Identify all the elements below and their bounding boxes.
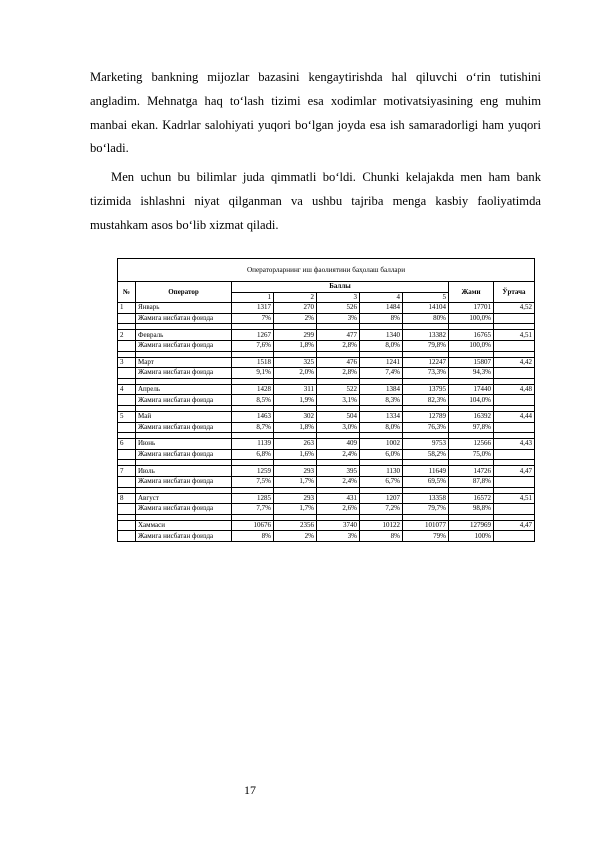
value-cell: 1267 — [232, 330, 274, 341]
value-cell: 1484 — [360, 303, 403, 314]
value-cell: 431 — [317, 493, 360, 504]
percent-cell: 1,8% — [274, 340, 317, 351]
value-cell: 17440 — [449, 384, 494, 395]
share-label: Жамига нисбатан фоизда — [136, 449, 232, 460]
value-cell: 12247 — [403, 357, 449, 368]
percent-cell: 3% — [317, 313, 360, 324]
value-cell: 1428 — [232, 384, 274, 395]
percent-cell: 2,6% — [317, 504, 360, 515]
empty-cell — [118, 449, 136, 460]
empty-cell — [118, 422, 136, 433]
percent-cell: 100,0% — [449, 313, 494, 324]
value-cell: 263 — [274, 439, 317, 450]
share-label: Жамига нисбатан фоизда — [136, 531, 232, 542]
operator-name: Май — [136, 411, 232, 422]
value-cell: 2356 — [274, 520, 317, 531]
percent-cell: 1,7% — [274, 476, 317, 487]
header-scores: Баллы — [232, 282, 449, 293]
value-cell: 302 — [274, 411, 317, 422]
share-label: Жамига нисбатан фоизда — [136, 395, 232, 406]
score-col-header: 4 — [360, 292, 403, 303]
empty-cell — [494, 476, 535, 487]
table-row — [118, 466, 535, 477]
value-cell: 17701 — [449, 303, 494, 314]
value-cell: 270 — [274, 303, 317, 314]
value-cell: 13358 — [403, 493, 449, 504]
table-row — [118, 520, 535, 531]
value-cell: 13795 — [403, 384, 449, 395]
value-cell: 14726 — [449, 466, 494, 477]
value-cell: 16572 — [449, 493, 494, 504]
percent-cell: 100% — [449, 531, 494, 542]
share-label: Жамига нисбатан фоизда — [136, 422, 232, 433]
operator-name: Февраль — [136, 330, 232, 341]
empty-cell — [494, 504, 535, 515]
percent-cell: 87,8% — [449, 476, 494, 487]
value-cell: 1139 — [232, 439, 274, 450]
value-cell: 101077 — [403, 520, 449, 531]
empty-cell — [494, 531, 535, 542]
empty-cell — [494, 395, 535, 406]
table-row-percent — [118, 313, 535, 324]
header-operator: Оператор — [136, 282, 232, 303]
row-number: 8 — [118, 493, 136, 504]
percent-cell: 9,1% — [232, 368, 274, 379]
table-title: Операторларнинг иш фаолиятини баҳолаш баллари — [118, 259, 535, 282]
table-row-percent — [118, 449, 535, 460]
operator-name: Апрель — [136, 384, 232, 395]
table-row — [118, 411, 535, 422]
table-row-percent — [118, 422, 535, 433]
operator-name: Июль — [136, 466, 232, 477]
value-cell: 12789 — [403, 411, 449, 422]
percent-cell: 2,8% — [317, 340, 360, 351]
percent-cell: 75,0% — [449, 449, 494, 460]
percent-cell: 76,3% — [403, 422, 449, 433]
value-cell: 4,42 — [494, 357, 535, 368]
table-row-percent — [118, 476, 535, 487]
percent-cell: 7% — [232, 313, 274, 324]
value-cell: 4,44 — [494, 411, 535, 422]
percent-cell: 2% — [274, 531, 317, 542]
empty-cell — [494, 449, 535, 460]
percent-cell: 98,8% — [449, 504, 494, 515]
empty-cell — [118, 504, 136, 515]
empty-cell — [118, 395, 136, 406]
empty-cell — [118, 340, 136, 351]
percent-cell: 79,8% — [403, 340, 449, 351]
percent-cell: 79,7% — [403, 504, 449, 515]
value-cell: 299 — [274, 330, 317, 341]
empty-cell — [494, 313, 535, 324]
value-cell: 4,47 — [494, 466, 535, 477]
header-average: Ўртача — [494, 282, 535, 303]
score-col-header: 1 — [232, 292, 274, 303]
value-cell: 4,52 — [494, 303, 535, 314]
row-number: 3 — [118, 357, 136, 368]
paragraph-1: Marketing bankning mijozlar bazasini kengaytirishda hal qiluvchi o‘rin tutishini angladim. Mehnatga haq to‘lash tizimi esa xodimlar motivatsiyasining eng muhim manbai ekan. Kadrlar salohiyati yuqori bo‘lgan joyda esa ish samaradorligi ham yuqori bo‘ladi. — [90, 70, 541, 156]
percent-cell: 1,7% — [274, 504, 317, 515]
value-cell: 1002 — [360, 439, 403, 450]
table-row-percent — [118, 368, 535, 379]
percent-cell: 6,8% — [232, 449, 274, 460]
percent-cell: 2,4% — [317, 476, 360, 487]
percent-cell: 69,5% — [403, 476, 449, 487]
percent-cell: 7,2% — [360, 504, 403, 515]
percent-cell: 1,8% — [274, 422, 317, 433]
value-cell: 4,51 — [494, 493, 535, 504]
percent-cell: 7,4% — [360, 368, 403, 379]
table-row — [118, 303, 535, 314]
value-cell: 1334 — [360, 411, 403, 422]
value-cell: 16765 — [449, 330, 494, 341]
percent-cell: 7,7% — [232, 504, 274, 515]
row-number: 1 — [118, 303, 136, 314]
value-cell: 1317 — [232, 303, 274, 314]
value-cell: 4,48 — [494, 384, 535, 395]
value-cell: 12566 — [449, 439, 494, 450]
score-col-header: 5 — [403, 292, 449, 303]
value-cell: 4,43 — [494, 439, 535, 450]
operator-scores-table — [117, 258, 534, 542]
value-cell: 293 — [274, 466, 317, 477]
percent-cell: 73,3% — [403, 368, 449, 379]
share-label: Жамига нисбатан фоизда — [136, 476, 232, 487]
row-number: 5 — [118, 411, 136, 422]
percent-cell: 2% — [274, 313, 317, 324]
row-number — [118, 520, 136, 531]
table-row-percent — [118, 531, 535, 542]
value-cell: 1384 — [360, 384, 403, 395]
percent-cell: 82,3% — [403, 395, 449, 406]
table-row — [118, 357, 535, 368]
row-number: 2 — [118, 330, 136, 341]
operator-name: Январь — [136, 303, 232, 314]
value-cell: 1241 — [360, 357, 403, 368]
value-cell: 395 — [317, 466, 360, 477]
percent-cell: 3,0% — [317, 422, 360, 433]
score-col-header: 3 — [317, 292, 360, 303]
value-cell: 1463 — [232, 411, 274, 422]
percent-cell: 58,2% — [403, 449, 449, 460]
share-label: Жамига нисбатан фоизда — [136, 368, 232, 379]
operator-name: Август — [136, 493, 232, 504]
operator-name: Июнь — [136, 439, 232, 450]
operator-name: Хаммаси — [136, 520, 232, 531]
empty-cell — [118, 531, 136, 542]
percent-cell: 79% — [403, 531, 449, 542]
value-cell: 127969 — [449, 520, 494, 531]
paragraph-2: Men uchun bu bilimlar juda qimmatli bo‘ldi. Chunki kelajakda men ham bank tizimida ishlashni niyat qilganman va ushbu tajriba menga kasbiy faoliyatimda mustahkam asos bo‘lib xizmat qiladi. — [90, 170, 541, 232]
percent-cell: 7,5% — [232, 476, 274, 487]
percent-cell: 8,3% — [360, 395, 403, 406]
percent-cell: 6,7% — [360, 476, 403, 487]
operator-name: Март — [136, 357, 232, 368]
table-row-percent — [118, 340, 535, 351]
value-cell: 409 — [317, 439, 360, 450]
row-number: 7 — [118, 466, 136, 477]
table-row-percent — [118, 395, 535, 406]
table-row — [118, 384, 535, 395]
header-total: Жами — [449, 282, 494, 303]
value-cell: 11649 — [403, 466, 449, 477]
value-cell: 10676 — [232, 520, 274, 531]
percent-cell: 2,0% — [274, 368, 317, 379]
value-cell: 4,51 — [494, 330, 535, 341]
value-cell: 10122 — [360, 520, 403, 531]
value-cell: 13382 — [403, 330, 449, 341]
value-cell: 9753 — [403, 439, 449, 450]
value-cell: 15807 — [449, 357, 494, 368]
percent-cell: 8,7% — [232, 422, 274, 433]
empty-cell — [118, 476, 136, 487]
value-cell: 1285 — [232, 493, 274, 504]
percent-cell: 3% — [317, 531, 360, 542]
percent-cell: 8% — [360, 531, 403, 542]
percent-cell: 2,4% — [317, 449, 360, 460]
percent-cell: 3,1% — [317, 395, 360, 406]
value-cell: 526 — [317, 303, 360, 314]
percent-cell: 1,6% — [274, 449, 317, 460]
value-cell: 293 — [274, 493, 317, 504]
percent-cell: 94,3% — [449, 368, 494, 379]
percent-cell: 80% — [403, 313, 449, 324]
value-cell: 14104 — [403, 303, 449, 314]
value-cell: 1259 — [232, 466, 274, 477]
value-cell: 477 — [317, 330, 360, 341]
percent-cell: 8% — [360, 313, 403, 324]
score-col-header: 2 — [274, 292, 317, 303]
percent-cell: 7,6% — [232, 340, 274, 351]
value-cell: 311 — [274, 384, 317, 395]
table-row — [118, 330, 535, 341]
value-cell: 16392 — [449, 411, 494, 422]
percent-cell: 2,8% — [317, 368, 360, 379]
value-cell: 1207 — [360, 493, 403, 504]
row-number: 4 — [118, 384, 136, 395]
value-cell: 522 — [317, 384, 360, 395]
value-cell: 1340 — [360, 330, 403, 341]
percent-cell: 8,0% — [360, 422, 403, 433]
value-cell: 3740 — [317, 520, 360, 531]
percent-cell: 8,0% — [360, 340, 403, 351]
row-number: 6 — [118, 439, 136, 450]
value-cell: 325 — [274, 357, 317, 368]
percent-cell: 6,0% — [360, 449, 403, 460]
percent-cell: 100,0% — [449, 340, 494, 351]
value-cell: 476 — [317, 357, 360, 368]
table-row — [118, 493, 535, 504]
empty-cell — [118, 313, 136, 324]
percent-cell: 8,5% — [232, 395, 274, 406]
value-cell: 4,47 — [494, 520, 535, 531]
empty-cell — [118, 368, 136, 379]
empty-cell — [494, 422, 535, 433]
percent-cell: 8% — [232, 531, 274, 542]
page-number: 17 — [244, 783, 256, 797]
table-row-percent — [118, 504, 535, 515]
percent-cell: 1,9% — [274, 395, 317, 406]
empty-cell — [494, 368, 535, 379]
table-row — [118, 439, 535, 450]
percent-cell: 104,0% — [449, 395, 494, 406]
empty-cell — [494, 340, 535, 351]
header-num: № — [118, 282, 136, 303]
share-label: Жамига нисбатан фоизда — [136, 504, 232, 515]
value-cell: 1130 — [360, 466, 403, 477]
percent-cell: 97,8% — [449, 422, 494, 433]
share-label: Жамига нисбатан фоизда — [136, 340, 232, 351]
value-cell: 1518 — [232, 357, 274, 368]
share-label: Жамига нисбатан фоизда — [136, 313, 232, 324]
value-cell: 504 — [317, 411, 360, 422]
